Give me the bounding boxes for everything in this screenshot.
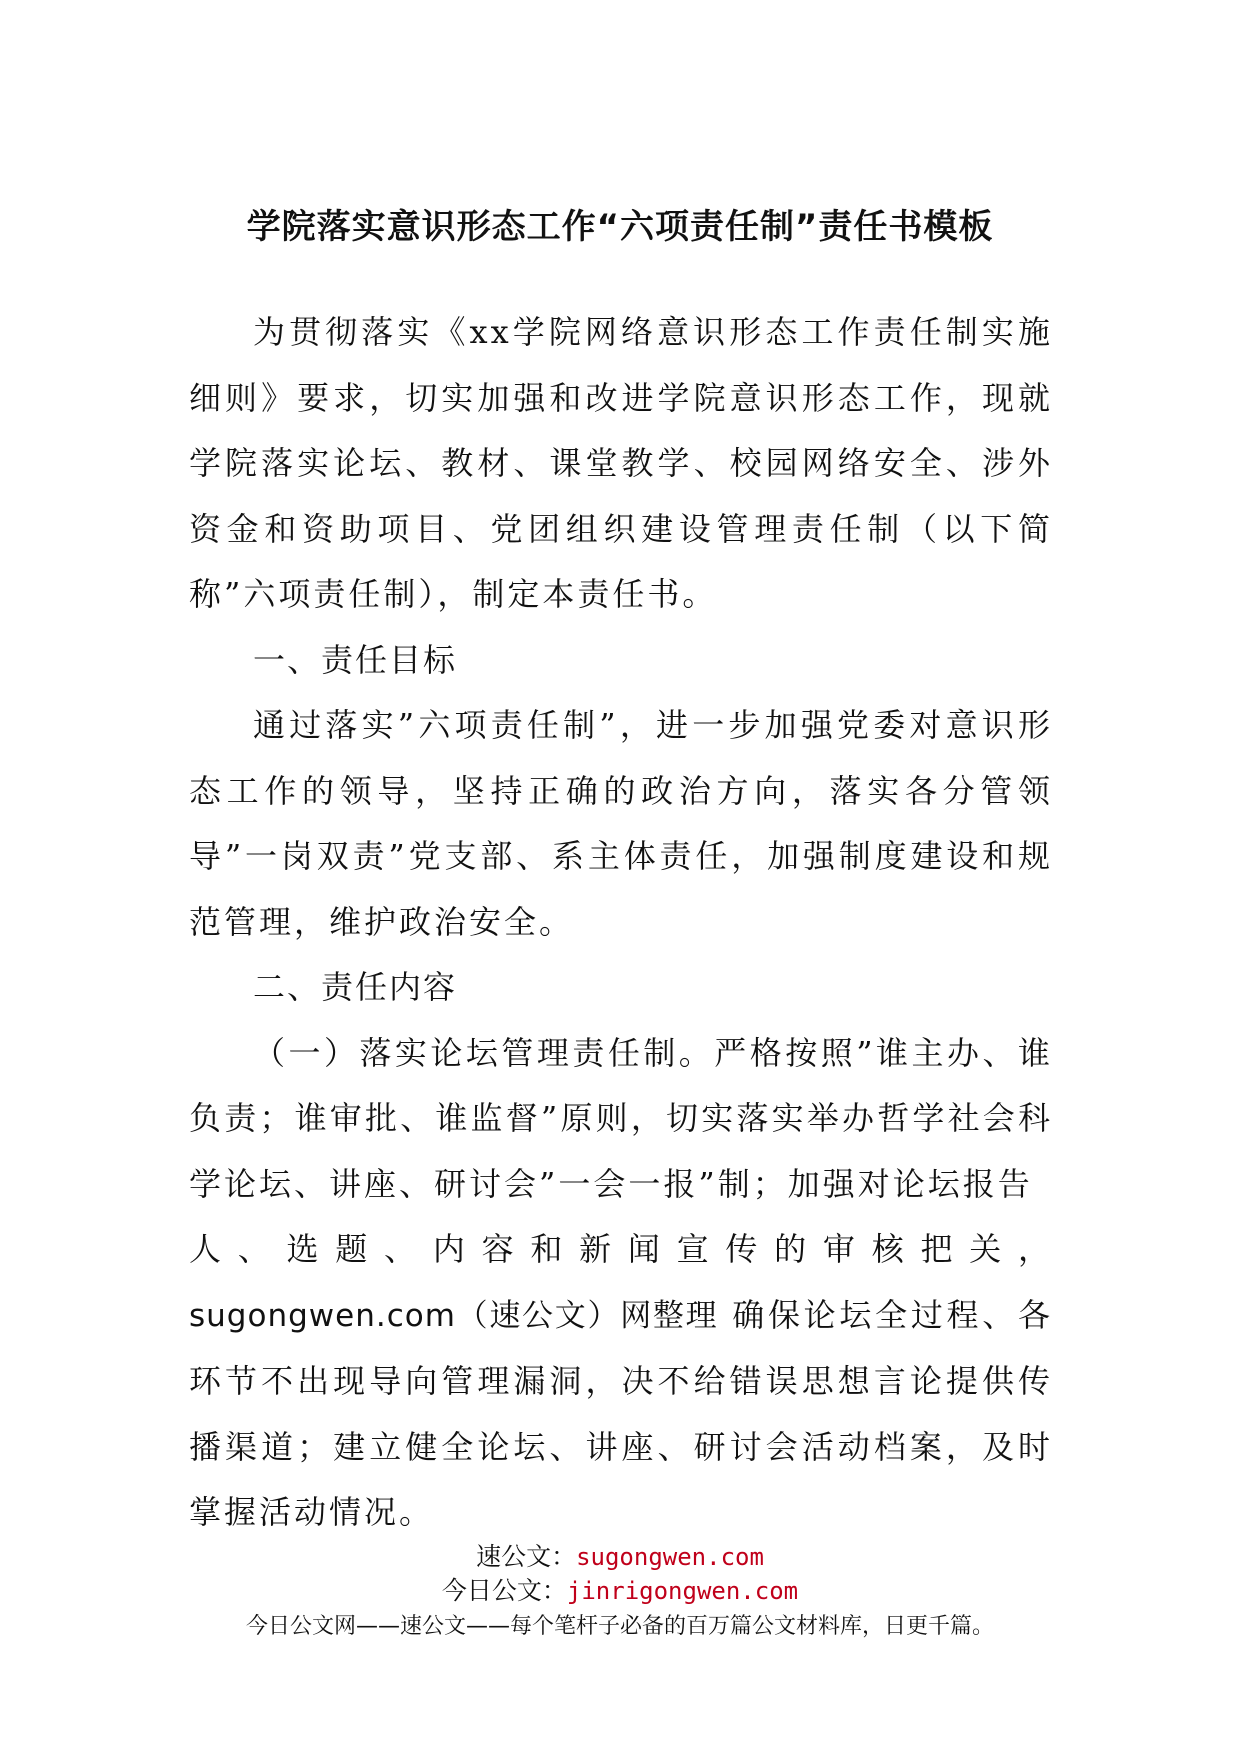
- item-1-block: [189, 1021, 1053, 1546]
- item-1-paragraph-start: （一）落实论坛管理责任制。严格按照”谁主办、谁负责；谁审批、谁监督”原则，切实落实举办哲学社会科学论坛、讲座、研讨会”一会一报”制；加强对论坛报告: [189, 1033, 1053, 1203]
- inline-watermark-text: sugongwen.com（速公文）网整理: [189, 1297, 719, 1334]
- section-heading-content: 二、责任内容: [253, 968, 458, 1006]
- footer-line-jinrigongwen: [0, 1574, 1240, 1608]
- document-title: 学院落实意识形态工作“六项责任制”责任书模板: [246, 207, 994, 247]
- item-1-paragraph-end: [189, 1283, 1053, 1546]
- section-heading-goals: 一、责任目标: [253, 640, 458, 679]
- footer-slogan: 今日公文网——速公文——每个笔杆子必备的百万篇公文材料库，日更千篇。: [245, 1614, 994, 1639]
- intro-paragraph: 为贯彻落实《xx学院网络意识形态工作责任制实施细则》要求，切实加强和改进学院意识形态工作，现就学院落实论坛、教材、课堂教学、校园网络安全、涉外资金和资助项目、党团组织建设管理责任制（以下简称”六项责任制），制定本责任书。: [189, 313, 1053, 613]
- item-1-paragraph-tail: 确保论坛全过程、各环节不出现导向管理漏洞，决不给错误思想言论提供传播渠道；建立健全论坛、讲座、研讨会活动档案，及时掌握活动情况。: [189, 1295, 1053, 1531]
- footer-link-jinrigongwen[interactable]: jinrigongwen.com: [566, 1577, 799, 1605]
- footer-link-sugongwen[interactable]: sugongwen.com: [576, 1543, 764, 1571]
- footer-label-sugongwen: 速公文：: [476, 1542, 577, 1571]
- document-body: [189, 300, 1053, 1546]
- item-1-spread-line: 人、选题、内容和新闻宣传的审核把关，: [189, 1230, 1053, 1268]
- goal-paragraph: 通过落实”六项责任制”，进一步加强党委对意识形态工作的领导，坚持正确的政治方向，落实各分管领导”一岗双责”党支部、系主体责任，加强制度建设和规范管理，维护政治安全。: [189, 706, 1053, 941]
- footer-label-jinrigongwen: 今日公文：: [441, 1576, 567, 1605]
- footer-line-sugongwen: [0, 1540, 1240, 1574]
- page-footer: [0, 1540, 1240, 1644]
